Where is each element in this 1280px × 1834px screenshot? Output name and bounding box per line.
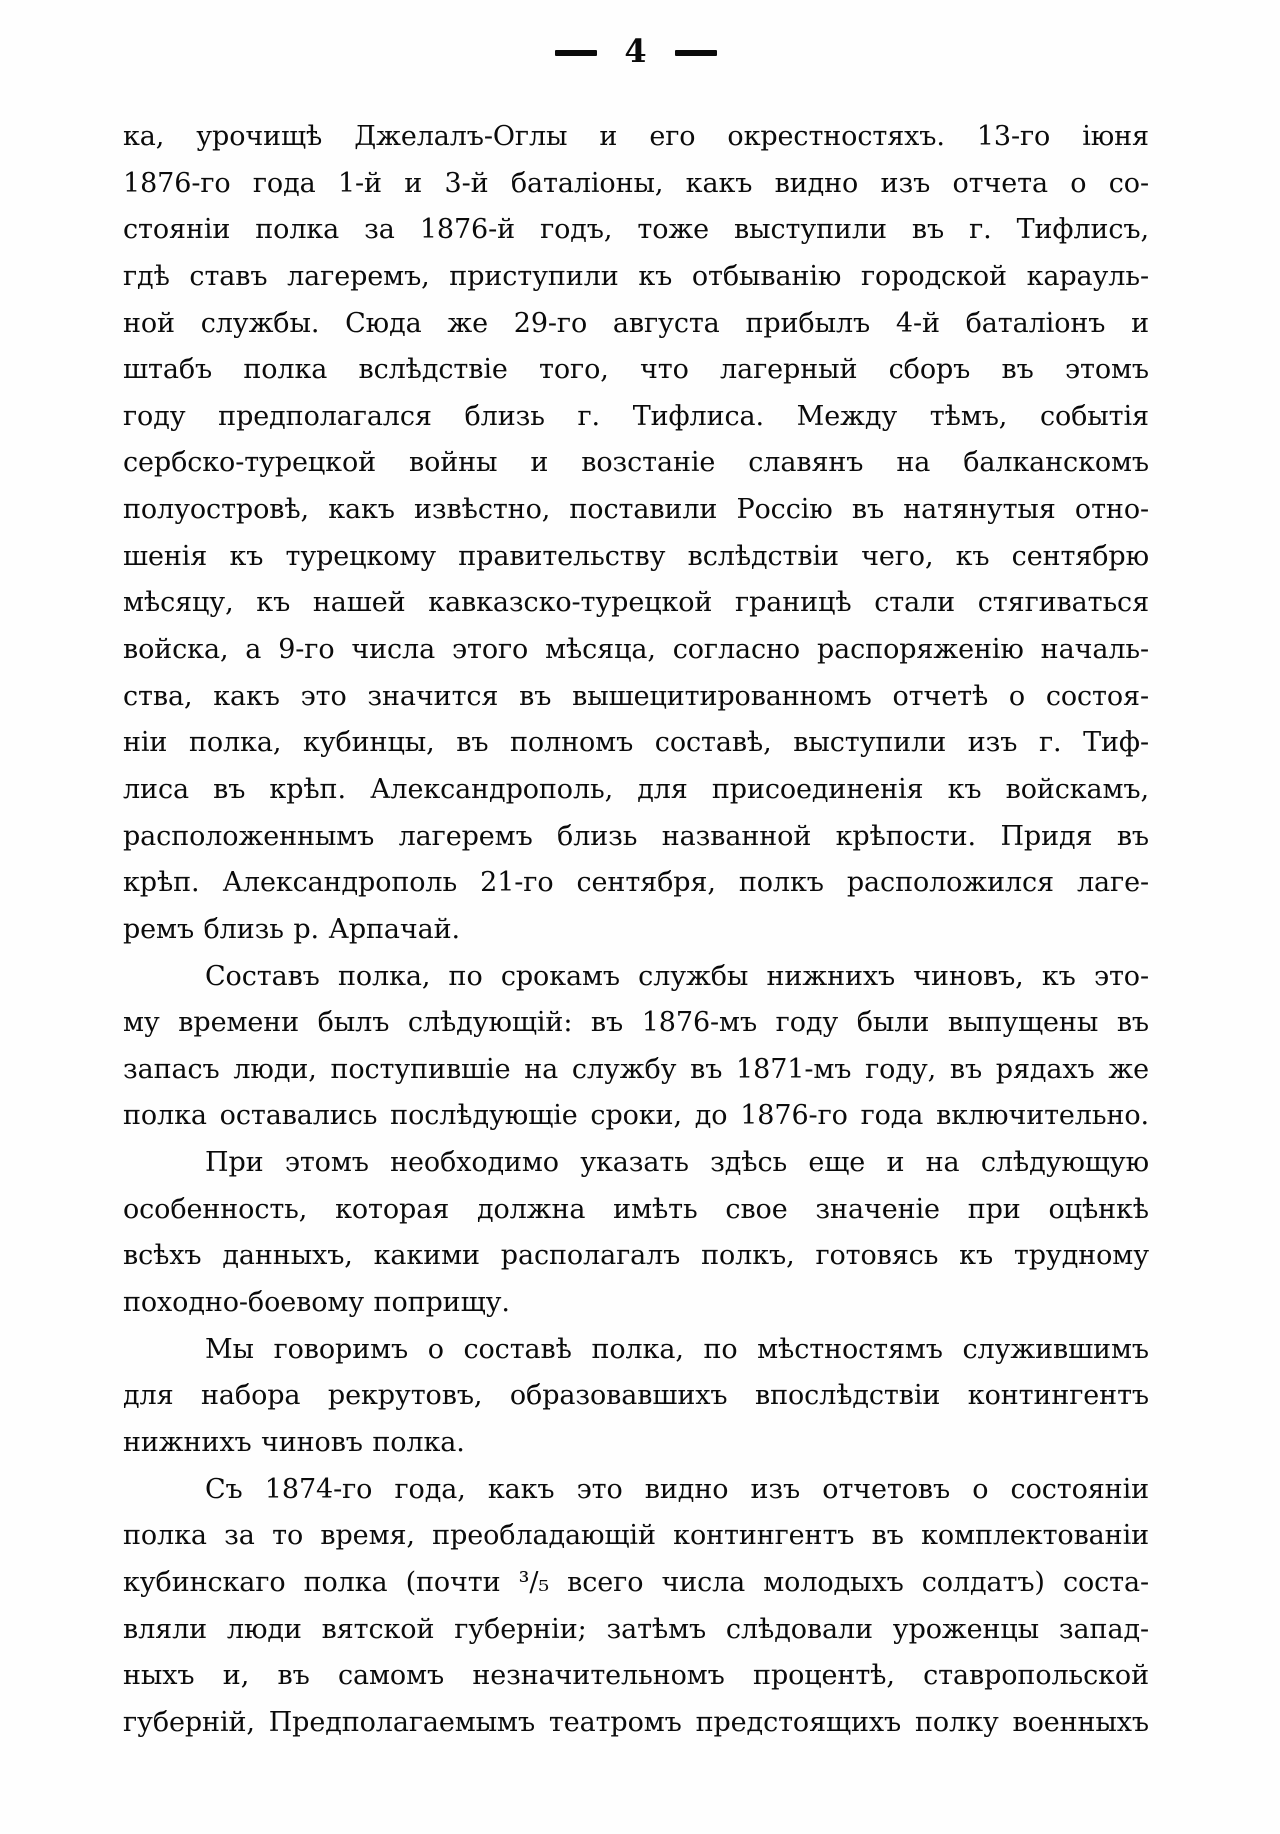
text-line: ремъ близь р. Арпачай. [123, 913, 461, 945]
text-line: походно-боевому поприщу. [123, 1287, 510, 1319]
text-line: кубинскаго полка (почти ³/₅ всего числа молодыхъ солдатъ) соста- [123, 1566, 1149, 1598]
text-line: для набора рекрутовъ, образовавшихъ впослѣдствіи контингентъ [123, 1380, 1149, 1412]
body-text [123, 114, 1149, 1746]
text-line: 1876-го года 1-й и 3-й баталіоны, какъ видно изъ отчета о со- [123, 167, 1149, 199]
text-line: му времени былъ слѣдующій: въ 1876-мъ году были выпущены въ [123, 1007, 1149, 1039]
text-line: Мы говоримъ о составѣ полка, по мѣстностямъ служившимъ [205, 1333, 1149, 1365]
header-rule-right-icon [675, 50, 717, 56]
text-line: полка оставались послѣдующіе сроки, до 1876-го года включительно. [123, 1100, 1149, 1132]
text-line: расположеннымъ лагеремъ близь названной крѣпости. Придя въ [123, 820, 1149, 852]
text-line: полуостровѣ, какъ извѣстно, поставили Россію въ натянутыя отно- [123, 494, 1149, 526]
page-header [123, 34, 1149, 68]
text-line: стояніи полка за 1876-й годъ, тоже выступили въ г. Тифлисъ, [123, 214, 1149, 246]
text-line: ной службы. Сюда же 29-го августа прибылъ 4-й баталіонъ и [123, 307, 1149, 339]
text-line: нижнихъ чиновъ полка. [123, 1426, 465, 1458]
text-line: гдѣ ставъ лагеремъ, приступили къ отбыванію городской карауль- [123, 260, 1149, 292]
page-number: 4 [624, 32, 648, 70]
text-line: штабъ полка вслѣдствіе того, что лагерный сборъ въ этомъ [123, 354, 1149, 386]
text-line: войска, а 9-го числа этого мѣсяца, согласно распоряженію началь- [123, 634, 1149, 666]
text-line: ныхъ и, въ самомъ незначительномъ процентѣ, ставропольской [123, 1660, 1149, 1692]
text-line: крѣп. Александрополь 21-го сентября, полкъ расположился лаге- [123, 867, 1149, 899]
text-line: вляли люди вятской губерніи; затѣмъ слѣдовали уроженцы запад- [123, 1613, 1149, 1645]
text-line: губерній, Предполагаемымъ театромъ предстоящихъ полку военныхъ [123, 1706, 1149, 1738]
text-line: сербско-турецкой войны и возстаніе славянъ на балканскомъ [123, 447, 1149, 479]
text-line: шенія къ турецкому правительству вслѣдствіи чего, къ сентябрю [123, 540, 1149, 572]
text-line: полка за то время, преобладающій контингентъ въ комплектованіи [123, 1520, 1149, 1552]
text-line: ка, урочищѣ Джелалъ-Оглы и его окрестностяхъ. 13-го іюня [123, 121, 1149, 152]
text-line: запасъ люди, поступившіе на службу въ 1871-мъ году, въ рядахъ же [123, 1053, 1149, 1085]
text-line: Съ 1874-го года, какъ это видно изъ отчетовъ о состояніи [205, 1473, 1149, 1505]
text-line: лиса въ крѣп. Александрополь, для присоединенія къ войскамъ, [123, 773, 1149, 805]
text-line: году предполагался близь г. Тифлиса. Между тѣмъ, событія [123, 400, 1149, 432]
text-line: особенность, которая должна имѣть свое значеніе при оцѣнкѣ [123, 1193, 1149, 1225]
header-rule-left-icon [555, 50, 597, 56]
text-line: Составъ полка, по срокамъ службы нижнихъ чиновъ, къ это- [205, 960, 1149, 992]
text-line: мѣсяцу, къ нашей кавказско-турецкой границѣ стали стягиваться [123, 587, 1149, 619]
text-line: ніи полка, кубинцы, въ полномъ составѣ, выступили изъ г. Тиф- [123, 727, 1149, 759]
text-line: При этомъ необходимо указать здѣсь еще и на слѣдующую [205, 1147, 1149, 1179]
text-line: ства, какъ это значится въ вышецитированномъ отчетѣ о состоя- [123, 680, 1149, 712]
text-line: всѣхъ данныхъ, какими располагалъ полкъ, готовясь къ трудному [123, 1240, 1149, 1272]
